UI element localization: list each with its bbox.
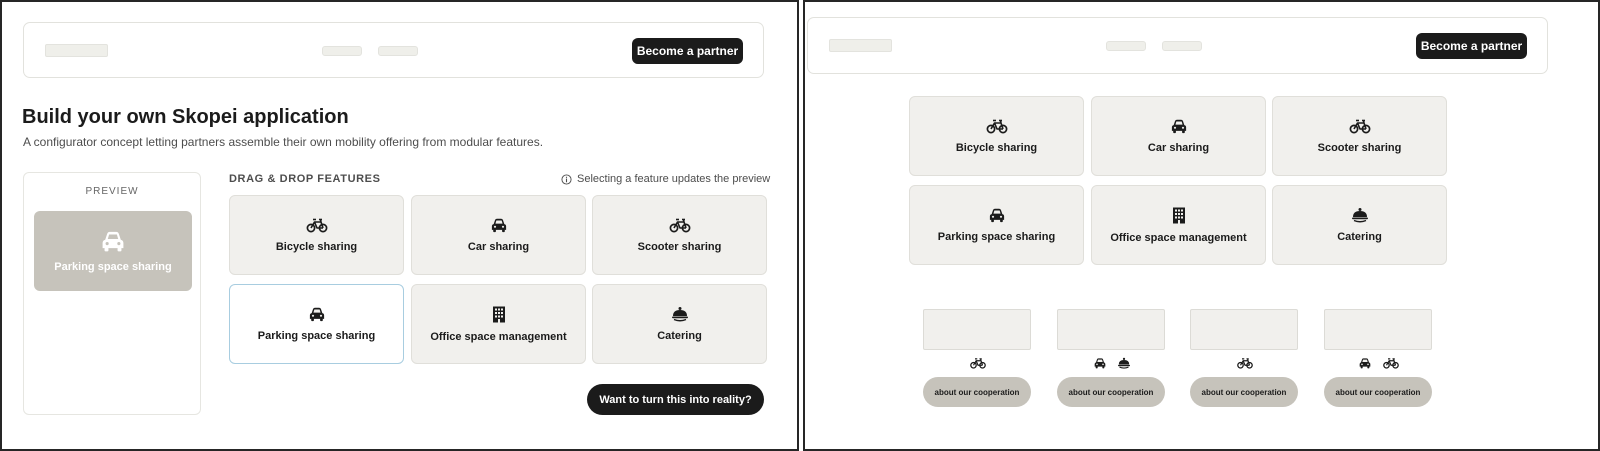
- info-icon: [561, 174, 572, 185]
- logo-placeholder[interactable]: [45, 44, 108, 57]
- cloche-icon: [671, 306, 689, 322]
- car-icon: [1358, 357, 1372, 369]
- feature-card-office-space-management[interactable]: [1091, 185, 1266, 265]
- car-icon: [988, 207, 1006, 223]
- feature-card-label: Parking space sharing: [257, 330, 376, 342]
- become-partner-button[interactable]: Become a partner: [632, 38, 743, 64]
- bicycle-icon: [1349, 118, 1371, 134]
- page-title: Build your own Skopei application: [22, 106, 349, 128]
- bicycle-icon: [1237, 357, 1254, 369]
- car-icon: [490, 217, 508, 233]
- feature-card-label: Scooter sharing: [637, 241, 722, 253]
- feature-card-car-sharing[interactable]: [411, 195, 586, 275]
- features-section-label: DRAG & DROP FEATURES: [229, 173, 381, 185]
- logo-placeholder[interactable]: [829, 39, 892, 52]
- about-cooperation-button[interactable]: about our cooperation: [1324, 377, 1432, 407]
- building-icon: [1172, 207, 1186, 224]
- cooperation-feature-icons: [1190, 350, 1300, 376]
- building-icon: [492, 306, 506, 323]
- feature-card-label: Office space management: [430, 330, 567, 343]
- about-cooperation-button[interactable]: about our cooperation: [1190, 377, 1298, 407]
- nav-link-placeholder[interactable]: [378, 46, 418, 56]
- cooperation-image-placeholder: [1324, 309, 1432, 350]
- car-icon: [1093, 357, 1107, 369]
- bicycle-icon: [1383, 357, 1400, 369]
- cooperation-item: [1057, 309, 1167, 407]
- features-hint-text: Selecting a feature updates the preview: [577, 173, 771, 185]
- bicycle-icon: [970, 357, 987, 369]
- about-cooperation-button[interactable]: about our cooperation: [1057, 377, 1165, 407]
- cooperation-item: [1324, 309, 1434, 407]
- page-subtitle: A configurator concept letting partners assemble their own mobility offering from modular features.: [23, 135, 544, 149]
- bicycle-icon: [986, 118, 1008, 134]
- feature-card-bicycle-sharing[interactable]: [909, 96, 1084, 176]
- feature-card-office-space-management[interactable]: [411, 284, 586, 364]
- car-icon: [308, 306, 326, 322]
- nav-link-placeholder[interactable]: [1106, 41, 1146, 51]
- feature-card-label: Bicycle sharing: [275, 241, 358, 253]
- preview-panel: [23, 172, 201, 415]
- feature-card-scooter-sharing[interactable]: [1272, 96, 1447, 176]
- feature-card-parking-space-sharing[interactable]: [229, 284, 404, 364]
- feature-card-label: Scooter sharing: [1317, 142, 1402, 154]
- car-icon: [1170, 118, 1188, 134]
- feature-card-catering[interactable]: [1272, 185, 1447, 265]
- cloche-icon: [1117, 357, 1131, 369]
- nav-link-placeholder[interactable]: [1162, 41, 1202, 51]
- car-icon: [100, 229, 126, 253]
- configurator-screen: [0, 0, 799, 451]
- cooperation-image-placeholder: [1190, 309, 1298, 350]
- feature-card-label: Car sharing: [467, 241, 530, 253]
- bicycle-icon: [306, 217, 328, 233]
- cooperation-image-placeholder: [923, 309, 1031, 350]
- features-hint: [561, 173, 770, 185]
- cloche-icon: [1351, 207, 1369, 223]
- cooperation-item: [1190, 309, 1300, 407]
- feature-card-label: Bicycle sharing: [955, 142, 1038, 154]
- top-navigation: [807, 17, 1548, 74]
- become-partner-button[interactable]: Become a partner: [1416, 33, 1527, 59]
- preview-card-label: Parking space sharing: [54, 261, 172, 273]
- cooperation-feature-icons: [923, 350, 1033, 376]
- feature-card-parking-space-sharing[interactable]: [909, 185, 1084, 265]
- cta-button[interactable]: Want to turn this into reality?: [587, 384, 764, 415]
- bicycle-icon: [669, 217, 691, 233]
- cooperation-feature-icons: [1324, 350, 1434, 376]
- preview-label: PREVIEW: [85, 186, 139, 197]
- cooperation-image-placeholder: [1057, 309, 1165, 350]
- cooperation-feature-icons: [1057, 350, 1167, 376]
- nav-link-placeholder[interactable]: [322, 46, 362, 56]
- cooperation-item: [923, 309, 1033, 407]
- feature-card-label: Car sharing: [1147, 142, 1210, 154]
- top-navigation: [23, 22, 764, 78]
- feature-card-car-sharing[interactable]: [1091, 96, 1266, 176]
- feature-card-label: Office space management: [1110, 231, 1247, 244]
- feature-card-scooter-sharing[interactable]: [592, 195, 767, 275]
- feature-card-label: Parking space sharing: [937, 231, 1056, 243]
- partner-app-screen: [803, 0, 1600, 451]
- feature-card-catering[interactable]: [592, 284, 767, 364]
- preview-card: [34, 211, 192, 291]
- feature-card-label: Catering: [1337, 231, 1382, 243]
- about-cooperation-button[interactable]: about our cooperation: [923, 377, 1031, 407]
- feature-card-bicycle-sharing[interactable]: [229, 195, 404, 275]
- feature-card-label: Catering: [657, 330, 702, 342]
